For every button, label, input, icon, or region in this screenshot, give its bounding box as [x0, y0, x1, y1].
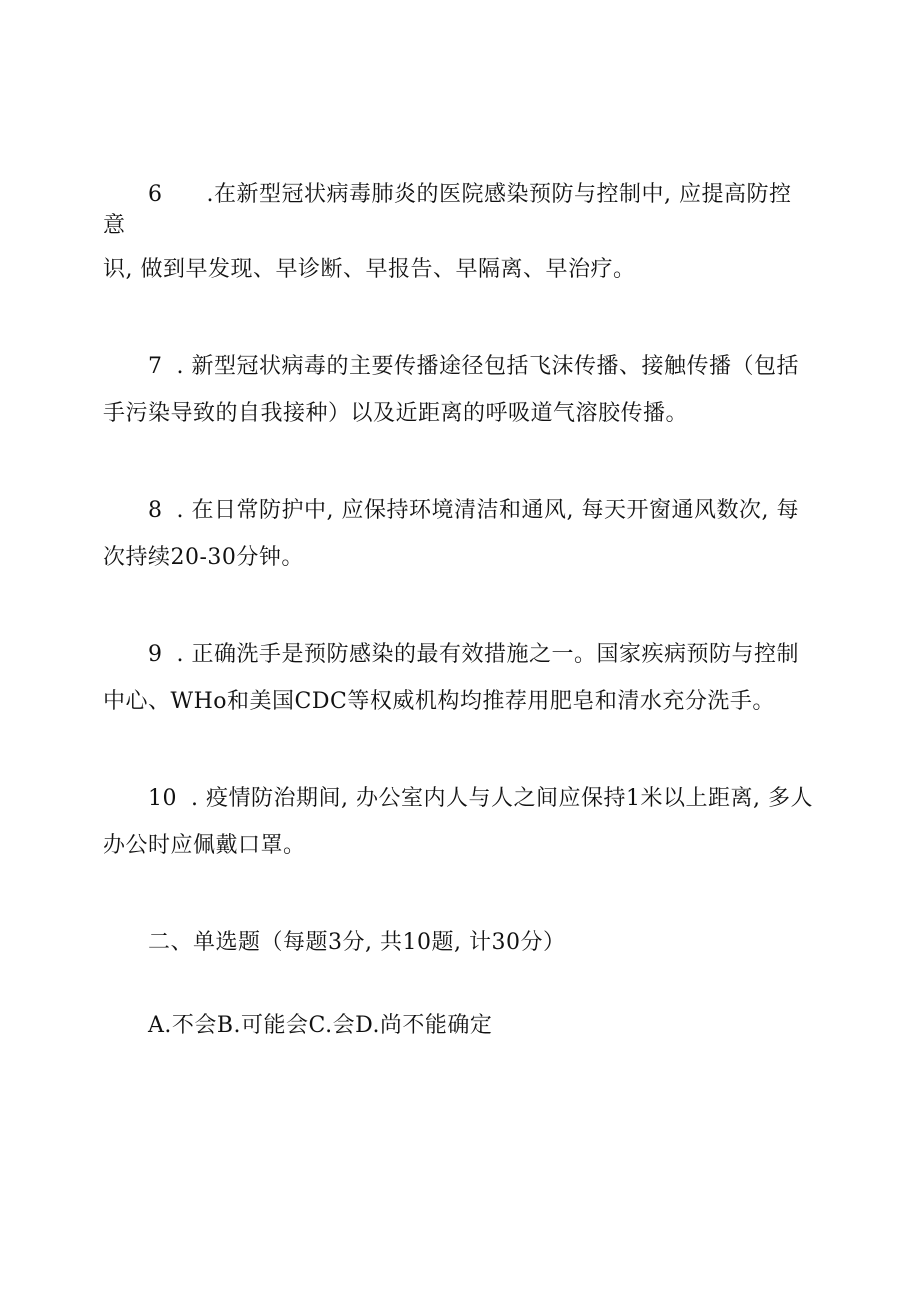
item-10-line-1: [148, 784, 813, 814]
options-line: A.不会B.可能会C.会D.尚不能确定: [148, 1013, 493, 1038]
item-10-number: 10: [148, 786, 177, 811]
item-8-line-1: [148, 496, 799, 526]
item-7-line-1: [148, 352, 799, 382]
item-10-text-1: . 疫情防治期间, 办公室内人与人之间应保持1米以上距离, 多人: [191, 786, 813, 811]
item-8-number: 8: [148, 498, 163, 523]
item-7-text-1: . 新型冠状病毒的主要传播途径包括飞沫传播、接触传播（包括: [176, 354, 799, 379]
section-heading: 二、单选题（每题3分, 共10题, 计30分）: [148, 930, 566, 955]
item-6-line-2: 识, 做到早发现、早诊断、早报告、早隔离、早治疗。: [103, 257, 636, 282]
item-6-text-1: .在新型冠状病毒肺炎的医院感染预防与控制中, 应提高防控: [206, 182, 792, 207]
item-7-number: 7: [148, 354, 163, 379]
item-8-line-2: 次持续20-30分钟。: [103, 545, 304, 570]
item-6-line-1: [148, 180, 791, 210]
item-6-line-1b: 意: [103, 213, 126, 238]
item-9-number: 9: [148, 642, 163, 667]
item-9-line-2: 中心、WHo和美国CDC等权威机构均推荐用肥皂和清水充分洗手。: [103, 689, 775, 714]
item-9-line-1: [148, 640, 799, 670]
item-10-line-2: 办公时应佩戴口罩。: [103, 833, 306, 858]
item-8-text-1: . 在日常防护中, 应保持环境清洁和通风, 每天开窗通风数次, 每: [176, 498, 799, 523]
item-6-number: 6: [148, 182, 163, 207]
item-7-line-2: 手污染导致的自我接种）以及近距离的呼吸道气溶胶传播。: [103, 401, 689, 426]
item-9-text-1: . 正确洗手是预防感染的最有效措施之一。国家疾病预防与控制: [176, 642, 799, 667]
